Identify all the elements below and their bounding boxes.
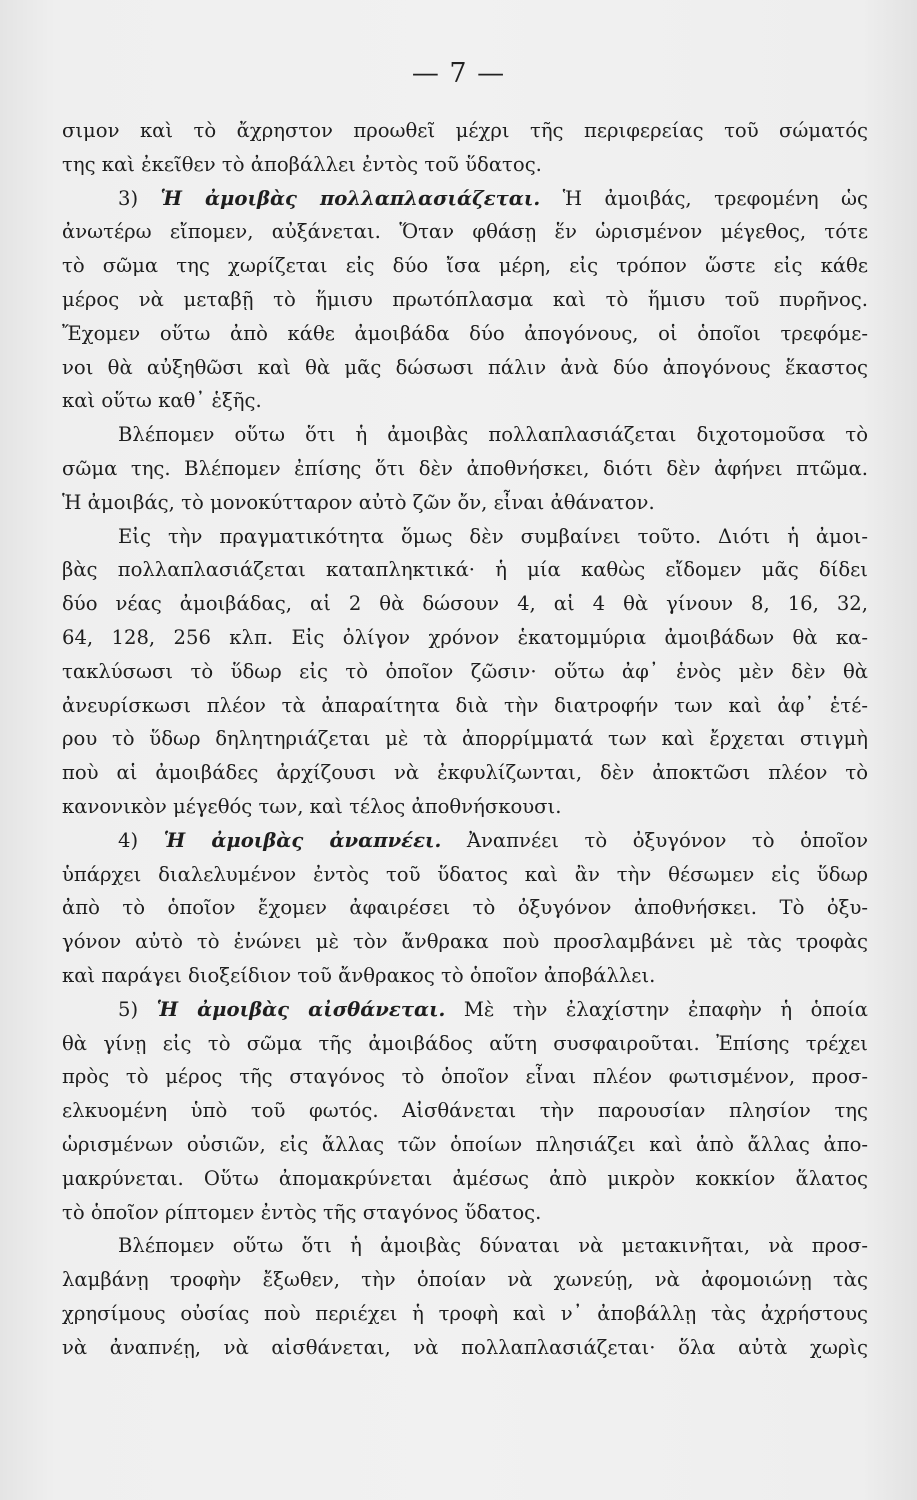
text-line: σιμον καὶ τὸ ἄχρηστον προωθεῖ μέχρι τῆς περιφερείας τοῦ σώματός xyxy=(62,119,868,142)
text-line: Βλέπομεν οὕτω ὅτι ἡ ἀμοιβὰς πολλαπλασιάζεται διχοτομοῦσα τὸ xyxy=(118,423,868,447)
text-line: ὡρισμένων οὐσιῶν, εἰς ἄλλας τῶν ὁποίων πλησιάζει καὶ ἀπὸ ἄλλας ἀπο- xyxy=(62,1132,868,1156)
text-line: λαμβάνῃ τροφὴν ἔξωθεν, τὴν ὁποίαν νὰ χωνεύῃ, νὰ ἀφομοιώνῃ τὰς xyxy=(62,1268,868,1292)
text-line: Βλέπομεν οὕτω ὅτι ἡ ἀμοιβὰς δύναται νὰ μετακινῆται, νὰ προσ- xyxy=(118,1234,868,1258)
text-line: Ἔχομεν οὕτω ἀπὸ κάθε ἀμοιβάδα δύο ἀπογόνους, οἱ ὁποῖοι τρεφόμε- xyxy=(62,321,868,345)
section-heading: Ἡ ἀμοιβὰς αἰσθάνεται. xyxy=(156,997,446,1021)
text-line: ελκυομένη ὑπὸ τοῦ φωτός. Αἰσθάνεται τὴν παρουσίαν πλησίον της xyxy=(62,1099,868,1123)
text-line: τὸ ὁποῖον ρίπτομεν ἐντὸς τῆς σταγόνος ὕδατος. xyxy=(62,1200,542,1224)
text-line: Εἰς τὴν πραγματικότητα ὅμως δὲν συμβαίνει τοῦτο. Διότι ἡ ἀμοι- xyxy=(118,524,868,548)
text-line: ὑπάρχει διαλελυμένον ἐντὸς τοῦ ὕδατος καὶ ἂν τὴν θέσωμεν εἰς ὕδωρ xyxy=(62,862,868,886)
text-line: ποὺ αἱ ἀμοιβάδες ἀρχίζουσι νὰ ἐκφυλίζωνται, δὲν ἀποκτῶσι πλέον τὸ xyxy=(62,761,868,785)
text-line: χρησίμους οὐσίας ποὺ περιέχει ἡ τροφὴ καὶ ν᾽ ἀποβάλλῃ τὰς ἀχρήστους xyxy=(62,1301,868,1325)
text-line: νοι θὰ αὐξηθῶσι καὶ θὰ μᾶς δώσωσι πάλιν ἀνὰ δύο ἀπογόνους ἕκαστος xyxy=(62,355,868,379)
text-line: ἀνωτέρω εἴπομεν, αὐξάνεται. Ὅταν φθάσῃ ἕν ὡρισμένον μέγεθος, τότε xyxy=(62,220,868,244)
section-number: 5) xyxy=(118,997,157,1021)
text-line: ἀνευρίσκωσι πλέον τὰ ἀπαραίτητα διὰ τὴν διατροφήν των καὶ ἀφ᾽ ἑτέ- xyxy=(62,693,868,717)
section-heading: Ἡ ἀμοιβὰς ἀναπνέει. xyxy=(163,828,442,852)
section-text: Ἡ ἀμοιβάς, τρεφομένη ὡς xyxy=(540,186,868,210)
text-line: Ἡ ἀμοιβάς, τὸ μονοκύτταρον αὐτὸ ζῶν ὄν, εἶναι ἀθάνατον. xyxy=(62,490,655,514)
text-line: καὶ οὕτω καθ᾽ ἑξῆς. xyxy=(62,389,262,413)
text-line: σῶμα της. Βλέπομεν ἐπίσης ὅτι δὲν ἀποθνήσκει, διότι δὲν ἀφήνει πτῶμα. xyxy=(62,456,868,480)
section-text: Μὲ τὴν ἐλαχίστην ἐπαφὴν ἡ ὁποία xyxy=(445,997,869,1021)
text-line: 64, 128, 256 κλπ. Εἰς ὀλίγον χρόνον ἑκατομμύρια ἀμοιβάδων θὰ κα- xyxy=(62,625,868,649)
text-line: πρὸς τὸ μέρος τῆς σταγόνος τὸ ὁποῖον εἶναι πλέον φωτισμένον, προσ- xyxy=(62,1065,868,1089)
page-number: — 7 — xyxy=(411,58,506,89)
text-line: της καὶ ἐκεῖθεν τὸ ἀποβάλλει ἐντὸς τοῦ ὕδατος. xyxy=(62,152,542,176)
text-line: τακλύσωσι τὸ ὕδωρ εἰς τὸ ὁποῖον ζῶσιν· οὕτω ἀφ᾽ ἑνὸς μὲν δὲν θὰ xyxy=(62,659,868,683)
section-number: 4) xyxy=(118,828,164,852)
section-number: 3) xyxy=(118,186,161,210)
text-line: ἀπὸ τὸ ὁποῖον ἔχομεν ἀφαιρέσει τὸ ὀξυγόνον ἀποθνήσκει. Τὸ ὀξυ- xyxy=(62,896,868,920)
text-line: μέρος νὰ μεταβῇ τὸ ἥμισυ πρωτόπλασμα καὶ τὸ ἥμισυ τοῦ πυρῆνος. xyxy=(62,287,868,311)
text-line xyxy=(62,182,868,216)
text-line: βὰς πολλαπλασιάζεται καταπληκτικά· ἡ μία καθὼς εἴδομεν μᾶς δίδει xyxy=(62,558,868,582)
text-line: γόνον αὐτὸ τὸ ἑνώνει μὲ τὸν ἄνθρακα ποὺ προσλαμβάνει μὲ τὰς τροφὰς xyxy=(62,930,868,954)
text-line: ρου τὸ ὕδωρ δηλητηριάζεται μὲ τὰ ἀπορρίμματά των καὶ ἔρχεται στιγμὴ xyxy=(62,727,868,751)
text-line: τὸ σῶμα της χωρίζεται εἰς δύο ἴσα μέρη, εἰς τρόπον ὥστε εἰς κάθε xyxy=(62,254,868,278)
text-line: μακρύνεται. Οὕτω ἀπομακρύνεται ἀμέσως ἀπὸ μικρὸν κοκκίον ἅλατος xyxy=(62,1166,868,1190)
text-line: καὶ παράγει διοξείδιον τοῦ ἄνθρακος τὸ ὁποῖον ἀποβάλλει. xyxy=(62,963,656,987)
text-line xyxy=(62,824,868,858)
text-line: νὰ ἀναπνέῃ, νὰ αἰσθάνεται, νὰ πολλαπλασιάζεται· ὅλα αὐτὰ χωρὶς xyxy=(62,1335,868,1359)
text-line: δύο νέας ἀμοιβάδας, αἱ 2 θὰ δώσουν 4, αἱ 4 θὰ γίνουν 8, 16, 32, xyxy=(62,592,868,616)
text-line xyxy=(62,993,868,1027)
section-text: Ἀναπνέει τὸ ὀξυγόνον τὸ ὁποῖον xyxy=(441,828,869,852)
text-line: κανονικὸν μέγεθός των, καὶ τέλος ἀποθνήσκουσι. xyxy=(62,794,562,818)
text-line: θὰ γίνῃ εἰς τὸ σῶμα τῆς ἀμοιβάδος αὕτη συσφαιροῦται. Ἐπίσης τρέχει xyxy=(62,1031,868,1055)
section-heading: Ἡ ἀμοιβὰς πολλαπλασιάζεται. xyxy=(160,186,541,210)
body-text xyxy=(62,114,868,1364)
